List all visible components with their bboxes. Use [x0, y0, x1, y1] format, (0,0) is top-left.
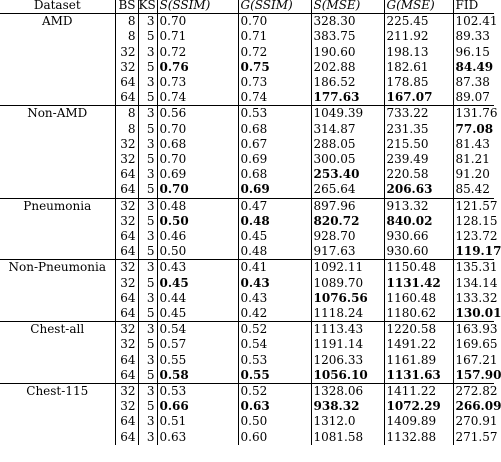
dataset-cell [0, 45, 115, 60]
s-mse-cell: 328.30 [311, 14, 384, 30]
header-row [0, 0, 494, 14]
s-ssim-cell: 0.46 [157, 229, 238, 244]
g-mse-cell: 178.85 [384, 75, 453, 90]
g-ssim-cell: 0.70 [238, 14, 311, 30]
dataset-cell [0, 414, 115, 429]
dataset-cell [0, 368, 115, 384]
table-row [0, 75, 494, 90]
dataset-cell [0, 276, 115, 291]
g-mse-cell: 930.66 [384, 229, 453, 244]
g-mse-cell: 231.35 [384, 122, 453, 137]
ks-cell: 5 [138, 306, 157, 322]
column-header: Dataset [0, 0, 115, 14]
g-ssim-cell: 0.53 [238, 106, 311, 122]
g-mse-cell: 1409.89 [384, 414, 453, 429]
dataset-cell [0, 291, 115, 306]
fid-cell: 87.38 [453, 75, 494, 90]
bs-cell: 8 [115, 106, 138, 122]
s-ssim-cell: 0.45 [157, 306, 238, 322]
ks-cell: 5 [138, 337, 157, 352]
bs-cell: 32 [115, 45, 138, 60]
s-mse-cell: 253.40 [311, 167, 384, 182]
fid-cell: 131.76 [453, 106, 494, 122]
s-ssim-cell: 0.66 [157, 399, 238, 414]
column-header: S(SSIM) [157, 0, 238, 14]
fid-cell: 96.15 [453, 45, 494, 60]
g-mse-cell: 1160.48 [384, 291, 453, 306]
fid-cell: 163.93 [453, 322, 494, 338]
column-header: G(MSE) [384, 0, 453, 14]
bs-cell: 32 [115, 399, 138, 414]
ks-cell: 3 [138, 430, 157, 445]
table-row [0, 90, 494, 106]
s-ssim-cell: 0.72 [157, 45, 238, 60]
table-row [0, 106, 494, 122]
table-row [0, 368, 494, 384]
g-ssim-cell: 0.48 [238, 214, 311, 229]
column-header: S(MSE) [311, 0, 384, 14]
dataset-cell [0, 29, 115, 44]
fid-cell: 91.20 [453, 167, 494, 182]
column-header: FID [453, 0, 494, 14]
s-mse-cell: 314.87 [311, 122, 384, 137]
ks-cell: 5 [138, 182, 157, 198]
ks-cell: 3 [138, 414, 157, 429]
g-mse-cell: 198.13 [384, 45, 453, 60]
s-mse-cell: 186.52 [311, 75, 384, 90]
table-row [0, 244, 494, 260]
g-mse-cell: 1411.22 [384, 384, 453, 400]
g-ssim-cell: 0.68 [238, 122, 311, 137]
dataset-cell: Non-AMD [27, 106, 88, 121]
s-mse-cell: 1056.10 [311, 368, 384, 384]
bs-cell: 64 [115, 182, 138, 198]
dataset-cell [0, 90, 115, 106]
g-mse-cell: 215.50 [384, 137, 453, 152]
ks-cell: 5 [138, 60, 157, 75]
fid-cell: 169.65 [453, 337, 494, 352]
g-mse-cell: 1132.88 [384, 430, 453, 445]
s-mse-cell: 1089.70 [311, 276, 384, 291]
bs-cell: 64 [115, 353, 138, 368]
fid-cell: 121.57 [453, 198, 494, 214]
s-ssim-cell: 0.74 [157, 90, 238, 106]
s-ssim-cell: 0.71 [157, 29, 238, 44]
s-ssim-cell: 0.76 [157, 60, 238, 75]
g-ssim-cell: 0.48 [238, 244, 311, 260]
table-row [0, 414, 494, 429]
fid-cell: 123.72 [453, 229, 494, 244]
s-mse-cell: 1328.06 [311, 384, 384, 400]
table-row [0, 152, 494, 167]
g-ssim-cell: 0.47 [238, 198, 311, 214]
g-ssim-cell: 0.71 [238, 29, 311, 44]
bs-cell: 64 [115, 244, 138, 260]
g-mse-cell: 167.07 [384, 90, 453, 106]
bs-cell: 8 [115, 29, 138, 44]
bs-cell: 8 [115, 122, 138, 137]
g-ssim-cell: 0.69 [238, 182, 311, 198]
s-mse-cell: 1118.24 [311, 306, 384, 322]
dataset-cell [0, 152, 115, 167]
g-mse-cell: 211.92 [384, 29, 453, 44]
s-ssim-cell: 0.43 [157, 260, 238, 276]
ks-cell: 3 [138, 167, 157, 182]
g-mse-cell: 840.02 [384, 214, 453, 229]
ks-cell: 5 [138, 29, 157, 44]
table-row [0, 399, 494, 414]
g-ssim-cell: 0.41 [238, 260, 311, 276]
fid-cell: 157.90 [453, 368, 494, 384]
s-mse-cell: 1191.14 [311, 337, 384, 352]
g-ssim-cell: 0.45 [238, 229, 311, 244]
s-mse-cell: 190.60 [311, 45, 384, 60]
dataset-cell [0, 306, 115, 322]
table-row [0, 29, 494, 44]
bs-cell: 32 [115, 384, 138, 400]
g-mse-cell: 1161.89 [384, 353, 453, 368]
g-ssim-cell: 0.69 [238, 152, 311, 167]
table-row [0, 229, 494, 244]
s-ssim-cell: 0.51 [157, 414, 238, 429]
s-ssim-cell: 0.70 [157, 182, 238, 198]
dataset-cell [0, 137, 115, 152]
s-ssim-cell: 0.69 [157, 167, 238, 182]
s-ssim-cell: 0.50 [157, 214, 238, 229]
s-mse-cell: 288.05 [311, 137, 384, 152]
column-header: BS [115, 0, 138, 14]
bs-cell: 64 [115, 291, 138, 306]
g-mse-cell: 913.32 [384, 198, 453, 214]
fid-cell: 89.33 [453, 29, 494, 44]
s-mse-cell: 1092.11 [311, 260, 384, 276]
dataset-cell [0, 353, 115, 368]
g-mse-cell: 1131.63 [384, 368, 453, 384]
table-row [0, 214, 494, 229]
g-mse-cell: 206.63 [384, 182, 453, 198]
bs-cell: 8 [115, 14, 138, 30]
s-ssim-cell: 0.44 [157, 291, 238, 306]
g-ssim-cell: 0.63 [238, 399, 311, 414]
ks-cell: 5 [138, 90, 157, 106]
ks-cell: 3 [138, 291, 157, 306]
s-mse-cell: 202.88 [311, 60, 384, 75]
dataset-cell [0, 337, 115, 352]
g-ssim-cell: 0.72 [238, 45, 311, 60]
ks-cell: 5 [138, 368, 157, 384]
dataset-cell [0, 122, 115, 137]
dataset-cell: Non-Pneumonia [8, 260, 106, 275]
ks-cell: 3 [138, 229, 157, 244]
fid-cell: 272.82 [453, 384, 494, 400]
g-mse-cell: 1131.42 [384, 276, 453, 291]
fid-cell: 128.15 [453, 214, 494, 229]
table-row [0, 353, 494, 368]
bs-cell: 32 [115, 198, 138, 214]
dataset-cell [0, 399, 115, 414]
bs-cell: 32 [115, 152, 138, 167]
bs-cell: 32 [115, 337, 138, 352]
ks-cell: 3 [138, 322, 157, 338]
dataset-cell: Chest-all [30, 322, 85, 337]
fid-cell: 81.21 [453, 152, 494, 167]
g-mse-cell: 225.45 [384, 14, 453, 30]
s-ssim-cell: 0.68 [157, 137, 238, 152]
bs-cell: 64 [115, 90, 138, 106]
dataset-cell: Pneumonia [23, 198, 92, 213]
fid-cell: 270.91 [453, 414, 494, 429]
table-row [0, 167, 494, 182]
table-row [0, 14, 494, 30]
g-mse-cell: 220.58 [384, 167, 453, 182]
s-ssim-cell: 0.70 [157, 152, 238, 167]
bs-cell: 64 [115, 430, 138, 445]
table-row [0, 122, 494, 137]
s-mse-cell: 383.75 [311, 29, 384, 44]
dataset-cell [0, 214, 115, 229]
table-row [0, 198, 494, 214]
s-ssim-cell: 0.57 [157, 337, 238, 352]
fid-cell: 133.32 [453, 291, 494, 306]
fid-cell: 119.17 [453, 244, 494, 260]
s-ssim-cell: 0.56 [157, 106, 238, 122]
s-ssim-cell: 0.73 [157, 75, 238, 90]
fid-cell: 266.09 [453, 399, 494, 414]
fid-cell: 135.31 [453, 260, 494, 276]
bs-cell: 64 [115, 75, 138, 90]
g-ssim-cell: 0.53 [238, 353, 311, 368]
fid-cell: 271.57 [453, 430, 494, 445]
s-mse-cell: 897.96 [311, 198, 384, 214]
g-mse-cell: 1491.22 [384, 337, 453, 352]
g-ssim-cell: 0.75 [238, 60, 311, 75]
g-mse-cell: 239.49 [384, 152, 453, 167]
bs-cell: 64 [115, 414, 138, 429]
ks-cell: 5 [138, 244, 157, 260]
fid-cell: 102.41 [453, 14, 494, 30]
ks-cell: 3 [138, 14, 157, 30]
g-ssim-cell: 0.52 [238, 384, 311, 400]
g-mse-cell: 1180.62 [384, 306, 453, 322]
g-ssim-cell: 0.50 [238, 414, 311, 429]
table-row [0, 322, 494, 338]
ks-cell: 5 [138, 214, 157, 229]
fid-cell: 130.01 [453, 306, 494, 322]
ks-cell: 3 [138, 384, 157, 400]
bs-cell: 64 [115, 368, 138, 384]
s-ssim-cell: 0.45 [157, 276, 238, 291]
table-row [0, 137, 494, 152]
table-row [0, 60, 494, 75]
dataset-cell [0, 430, 115, 445]
s-mse-cell: 1081.58 [311, 430, 384, 445]
dataset-cell [0, 167, 115, 182]
dataset-cell [0, 75, 115, 90]
s-mse-cell: 928.70 [311, 229, 384, 244]
g-mse-cell: 182.61 [384, 60, 453, 75]
s-ssim-cell: 0.48 [157, 198, 238, 214]
g-ssim-cell: 0.67 [238, 137, 311, 152]
g-ssim-cell: 0.74 [238, 90, 311, 106]
s-mse-cell: 820.72 [311, 214, 384, 229]
s-ssim-cell: 0.50 [157, 244, 238, 260]
table-row [0, 291, 494, 306]
bs-cell: 32 [115, 276, 138, 291]
g-ssim-cell: 0.60 [238, 430, 311, 445]
g-ssim-cell: 0.52 [238, 322, 311, 338]
ks-cell: 5 [138, 122, 157, 137]
ks-cell: 5 [138, 276, 157, 291]
s-ssim-cell: 0.53 [157, 384, 238, 400]
s-ssim-cell: 0.70 [157, 14, 238, 30]
s-ssim-cell: 0.55 [157, 353, 238, 368]
s-ssim-cell: 0.63 [157, 430, 238, 445]
s-ssim-cell: 0.54 [157, 322, 238, 338]
g-ssim-cell: 0.55 [238, 368, 311, 384]
g-mse-cell: 733.22 [384, 106, 453, 122]
g-mse-cell: 1072.29 [384, 399, 453, 414]
bs-cell: 32 [115, 322, 138, 338]
table-row [0, 384, 494, 400]
dataset-cell [0, 182, 115, 198]
fid-cell: 81.43 [453, 137, 494, 152]
s-mse-cell: 1113.43 [311, 322, 384, 338]
fid-cell: 84.49 [453, 60, 494, 75]
ks-cell: 3 [138, 137, 157, 152]
g-mse-cell: 930.60 [384, 244, 453, 260]
ks-cell: 3 [138, 106, 157, 122]
dataset-cell: AMD [41, 14, 73, 29]
ks-cell: 3 [138, 45, 157, 60]
g-ssim-cell: 0.43 [238, 276, 311, 291]
table-row [0, 430, 494, 445]
fid-cell: 89.07 [453, 90, 494, 106]
s-mse-cell: 1076.56 [311, 291, 384, 306]
bs-cell: 32 [115, 137, 138, 152]
g-ssim-cell: 0.42 [238, 306, 311, 322]
column-header: KS [138, 0, 156, 12]
dataset-cell [0, 60, 115, 75]
ks-cell: 5 [138, 152, 157, 167]
fid-cell: 167.21 [453, 353, 494, 368]
g-ssim-cell: 0.54 [238, 337, 311, 352]
g-ssim-cell: 0.73 [238, 75, 311, 90]
s-mse-cell: 177.63 [311, 90, 384, 106]
bs-cell: 32 [115, 60, 138, 75]
fid-cell: 134.14 [453, 276, 494, 291]
ks-cell: 5 [138, 399, 157, 414]
s-mse-cell: 1312.0 [311, 414, 384, 429]
s-mse-cell: 1206.33 [311, 353, 384, 368]
g-ssim-cell: 0.43 [238, 291, 311, 306]
table-row [0, 306, 494, 322]
g-ssim-cell: 0.68 [238, 167, 311, 182]
s-ssim-cell: 0.70 [157, 122, 238, 137]
s-mse-cell: 917.63 [311, 244, 384, 260]
s-mse-cell: 938.32 [311, 399, 384, 414]
bs-cell: 64 [115, 306, 138, 322]
ks-cell: 3 [138, 75, 157, 90]
s-mse-cell: 300.05 [311, 152, 384, 167]
dataset-cell [0, 229, 115, 244]
bs-cell: 64 [115, 167, 138, 182]
bs-cell: 32 [115, 260, 138, 276]
g-mse-cell: 1150.48 [384, 260, 453, 276]
column-header: G(SSIM) [238, 0, 311, 14]
fid-cell: 77.08 [453, 122, 494, 137]
table-row [0, 276, 494, 291]
s-ssim-cell: 0.58 [157, 368, 238, 384]
bs-cell: 64 [115, 229, 138, 244]
dataset-cell [0, 244, 115, 260]
ks-cell: 3 [138, 260, 157, 276]
ks-cell: 3 [138, 198, 157, 214]
table-row [0, 45, 494, 60]
table-row [0, 337, 494, 352]
s-mse-cell: 265.64 [311, 182, 384, 198]
s-mse-cell: 1049.39 [311, 106, 384, 122]
table-row [0, 260, 494, 276]
dataset-cell: Chest-115 [26, 384, 89, 399]
table-row [0, 182, 494, 198]
g-mse-cell: 1220.58 [384, 322, 453, 338]
bs-cell: 32 [115, 214, 138, 229]
ks-cell: 3 [138, 353, 157, 368]
fid-cell: 85.42 [453, 182, 494, 198]
